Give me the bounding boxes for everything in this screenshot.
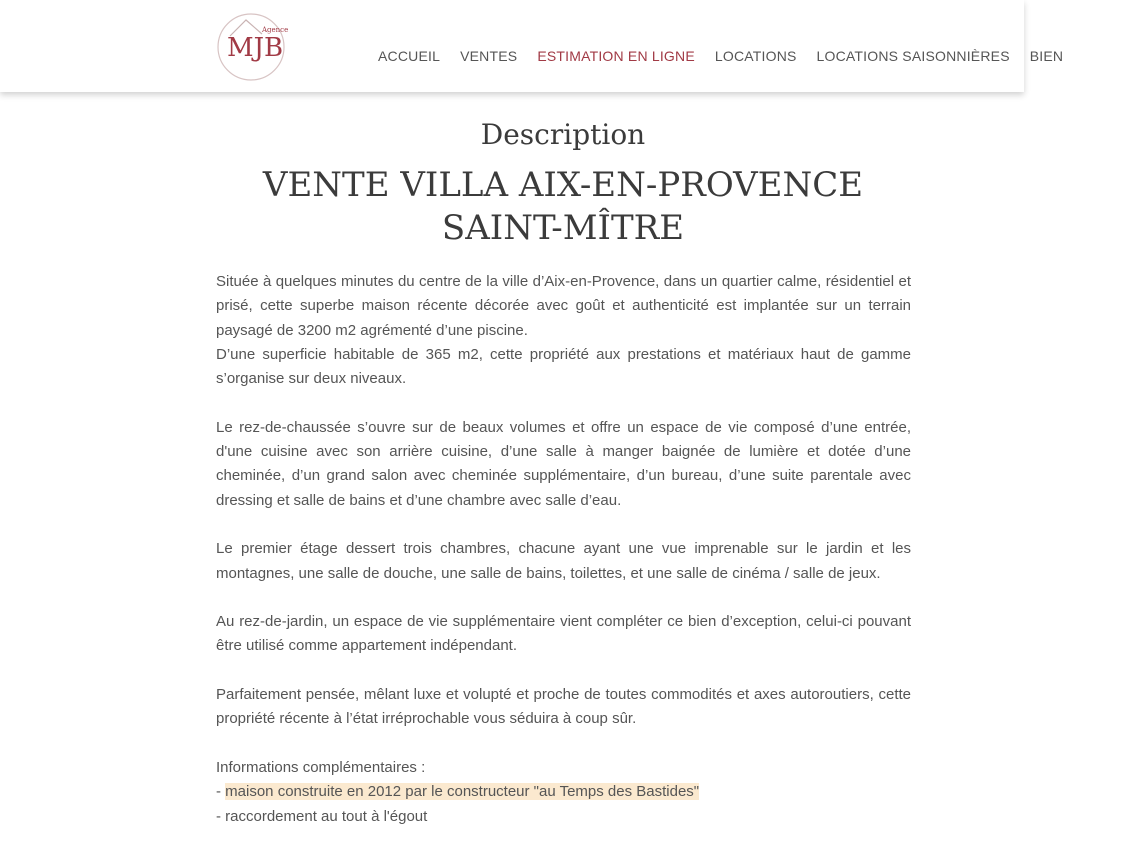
main-content bbox=[0, 92, 1024, 858]
main-nav bbox=[368, 48, 1073, 68]
property-title-line-1: VENTE VILLA AIX-EN-PROVENCE bbox=[262, 165, 864, 205]
nav-item-locations-saisonnieres[interactable]: LOCATIONS SAISONNIÈRES bbox=[816, 48, 1010, 64]
additional-info-item bbox=[216, 780, 911, 804]
description-paragraph-3: Le premier étage dessert trois chambres, chacune ayant une vue imprenable sur le jardin et les montagnes, une salle de douche, une salle de bains, toilettes, et une salle de cinéma / salle de jeux. bbox=[216, 540, 911, 582]
additional-info-item: - raccordement au tout à l'égout bbox=[216, 807, 428, 825]
description-paragraph-2: Le rez-de-chaussée s’ouvre sur de beaux volumes et offre un espace de vie composé d’une entrée, d'une cuisine avec son arrière cuisine, d’une salle à manger baignée de lumière et dotée d’une cheminée, d’un grand salon avec cheminée supplémentaire, d’un bureau, d’une suite parentale avec dressing et salle de bains et d’une chambre avec salle d’eau. bbox=[216, 418, 911, 509]
logo-mark-icon bbox=[216, 12, 289, 82]
additional-info bbox=[216, 756, 911, 829]
section-title: Description bbox=[480, 118, 646, 151]
svg-text:Agence: Agence bbox=[262, 26, 289, 34]
description-paragraph-5: Parfaitement pensée, mêlant luxe et volupté et proche de toutes commodités et axes autoroutiers, cette propriété récente à l’état irréprochable vous séduira à coup sûr. bbox=[216, 686, 911, 728]
additional-info-heading: Informations complémentaires : bbox=[216, 758, 426, 776]
svg-text:MJB: MJB bbox=[227, 33, 284, 63]
nav-item-ventes[interactable]: VENTES bbox=[460, 48, 518, 64]
site-header bbox=[0, 0, 1064, 92]
agency-logo[interactable] bbox=[216, 12, 289, 82]
property-title bbox=[0, 164, 1126, 250]
property-description bbox=[216, 270, 911, 829]
nav-item-estimation-en-ligne[interactable]: ESTIMATION EN LIGNE bbox=[537, 48, 695, 64]
nav-item-bien[interactable]: BIEN bbox=[1029, 48, 1064, 64]
list-dash: - bbox=[216, 783, 226, 801]
description-text: D’une superficie habitable de 365 m2, cette propriété aux prestations et matériaux haut de gamme s’organise sur deux niveaux. bbox=[216, 345, 911, 388]
highlighted-text: maison construite en 2012 par le constructeur "au Temps des Bastides" bbox=[225, 783, 700, 801]
description-paragraph-1 bbox=[216, 270, 911, 391]
nav-item-accueil[interactable]: ACCUEIL bbox=[378, 48, 441, 64]
description-text: Située à quelques minutes du centre de la ville d’Aix-en-Provence, dans un quartier calme, résidentiel et prisé, cette superbe maison récente décorée avec goût et authenticité est implantée sur un terrain paysagé de 3200 m2 agrémenté d’une piscine. bbox=[216, 273, 911, 339]
nav-item-locations[interactable]: LOCATIONS bbox=[714, 48, 797, 64]
property-title-line-2: SAINT-MÎTRE bbox=[441, 208, 685, 248]
description-paragraph-4: Au rez-de-jardin, un espace de vie supplémentaire vient compléter ce bien d’exception, celui-ci pouvant être utilisé comme appartement indépendant. bbox=[216, 613, 911, 655]
